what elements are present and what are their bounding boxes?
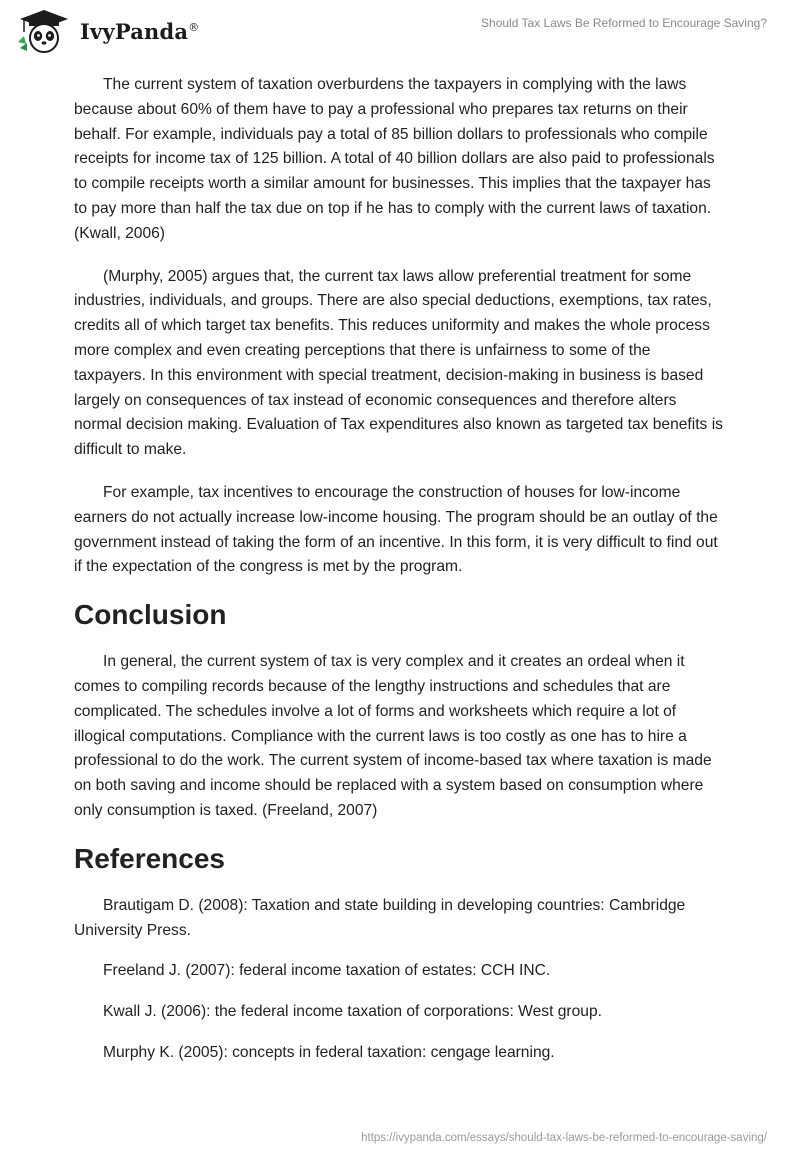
reference-item: Murphy K. (2005): concepts in federal taxation: cengage learning. xyxy=(103,1043,555,1061)
page-header xyxy=(0,0,800,60)
body-paragraph: For example, tax incentives to encourage the construction of houses for low-income earners do not actually increase low-income housing. The program should be an outlay of the government instead of taking the form of an incentive. In this form, it is very difficult to find out if the expectation of the congress is met by the program. xyxy=(74,483,718,576)
document-title: Should Tax Laws Be Reformed to Encourage Saving? xyxy=(481,16,767,30)
panda-logo-icon xyxy=(14,8,74,54)
conclusion-paragraph: In general, the current system of tax is very complex and it creates an ordeal when it comes to compiling records because of the lengthy instructions and schedules that are complicated. The schedules involve a lot of forms and worksheets which require a lot of illogical computations. Compliance with the current laws is too costly as one has to hire a professional to do the work. The current system of income-based tax where taxation is made on both saving and income should be replaced with a system based on consumption where only consumption is taxed. (Freeland, 2007) xyxy=(74,653,712,819)
conclusion-heading: Conclusion xyxy=(74,599,227,631)
body-paragraph: (Murphy, 2005) argues that, the current tax laws allow preferential treatment for some industries, individuals, and groups. There are also special deductions, exemptions, tax rates, credits all of which target tax benefits. This reduces uniformity and makes the whole process more complex and even creating perceptions that there is unfairness to some of the taxpayers. In this environment with special treatment, decision-making in business is based largely on consequences of tax instead of economic consequences and therefore alters normal decision making. Evaluation of Tax expenditures also known as targeted tax benefits is difficult to make. xyxy=(74,267,723,459)
reference-item: Freeland J. (2007): federal income taxation of estates: CCH INC. xyxy=(103,962,551,980)
brand-logo[interactable] xyxy=(14,8,199,54)
brand-name: IvyPanda® xyxy=(80,18,200,44)
reference-item: Kwall J. (2006): the federal income taxation of corporations: West group. xyxy=(103,1003,602,1021)
references-heading: References xyxy=(74,842,225,874)
reference-item: Brautigam D. (2008): Taxation and state building in developing countries: Cambridge University Press. xyxy=(74,896,686,939)
essay-content xyxy=(74,73,726,1082)
body-paragraph: The current system of taxation overburdens the taxpayers in complying with the laws because about 60% of them have to pay a professional who prepares tax returns on their behalf. For example, individuals pay a total of 85 billion dollars to professionals who compile receipts for income tax of 125 billion. A total of 40 billion dollars are also paid to professionals to compile receipts worth a similar amount for businesses. This implies that the taxpayer has to pay more than half the tax due on top if he has to comply with the current laws of taxation. (Kwall, 2006) xyxy=(74,76,715,242)
footer-url-link[interactable]: https://ivypanda.com/essays/should-tax-laws-be-reformed-to-encourage-saving/ xyxy=(361,1132,767,1144)
